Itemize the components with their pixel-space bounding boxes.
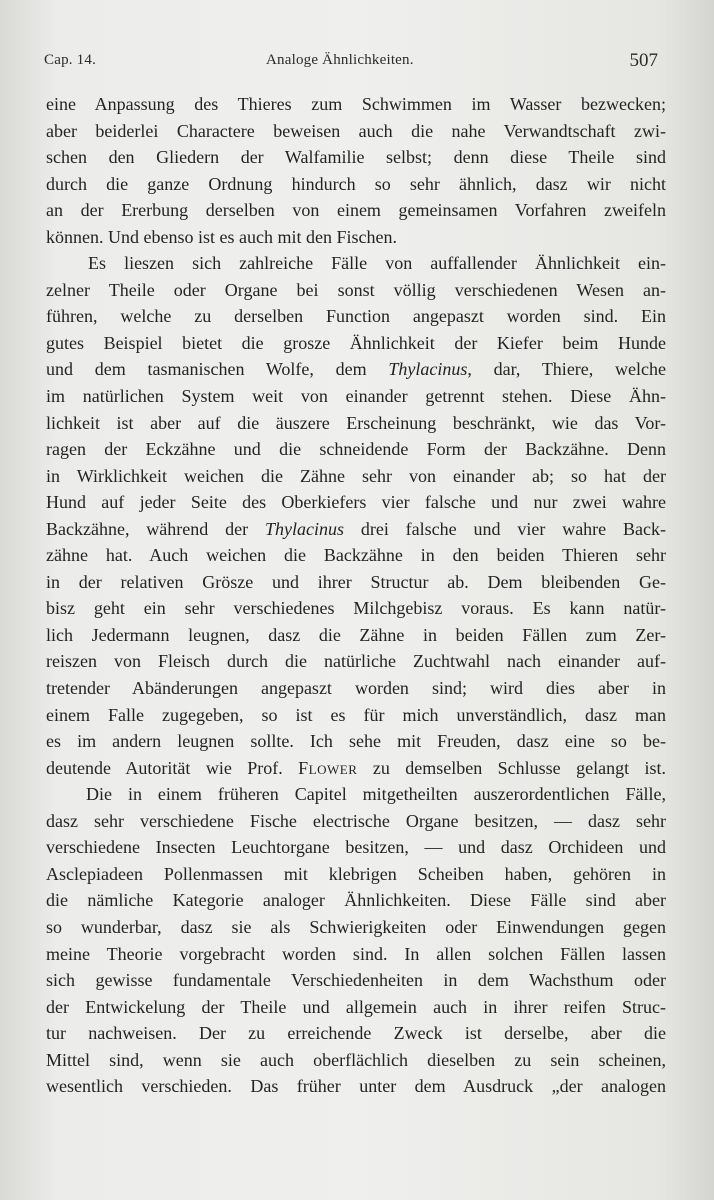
text-line: können. Und ebenso ist es auch mit den Fischen. [46,226,397,247]
text-line: sich gewisse fundamentale Verschiedenheiten in dem Wachsthum oder [46,970,666,991]
line-segment: deutende Autorität wie Prof. [46,757,299,778]
text-line-with-italic [46,516,666,543]
text-line: lich Jedermann leugnen, dasz die Zähne in beiden Fällen zum Zer- [46,624,666,645]
text-line: Mittel sind, wenn sie auch oberflächlich dieselben zu sein scheinen, [46,1049,666,1070]
text-line: führen, welche zu derselben Function angepaszt worden sind. Ein [46,306,666,327]
text-line: verschiedene Insecten Leuchtorgane besitzen, — und dasz Orchideen und [46,837,666,858]
line-segment: Backzähne, während der [46,518,265,539]
text-line: einem Falle zugegeben, so ist es für mich unverständlich, dasz man [46,704,666,725]
text-line-with-name [46,755,666,782]
text-line: so wunderbar, dasz sie als Schwierigkeiten oder Einwendungen gegen [46,916,666,937]
text-line: ragen der Eckzähne und die schneidende Form der Backzähne. Denn [46,439,666,460]
italic-genus: Thylacinus [264,518,344,539]
text-line: gutes Beispiel bietet die grosze Ähnlichkeit der Kiefer beim Hunde [46,332,666,353]
text-line: zelner Theile oder Organe bei sonst völlig verschiedenen Wesen an- [46,279,666,300]
line-segment: zu demselben Schlusse gelangt ist. [357,757,666,778]
text-line: im natürlichen System weit von einander getrennt stehen. Diese Ähn- [46,386,666,407]
text-line: die nämliche Kategorie analoger Ähnlichkeiten. Diese Fälle sind aber [46,890,666,911]
line-segment: , dar, Thiere, welche [467,359,666,380]
text-line: Es lieszen sich zahlreiche Fälle von auffallender Ähnlichkeit ein- [88,253,666,274]
page-number: 507 [629,50,658,71]
text-line: tur nachweisen. Der zu erreichende Zweck ist derselbe, aber die [46,1023,666,1044]
text-line: wesentlich verschieden. Das früher unter dem Ausdruck „der analogen [46,1076,666,1097]
text-line: es im andern leugnen sollte. Ich sehe mit Freuden, dasz eine so be- [46,731,666,752]
text-line: in der relativen Grösze und ihrer Structur ab. Dem bleibenden Ge- [46,571,666,592]
text-line: tretender Abänderungen angepaszt worden sind; wird dies aber in [46,678,666,699]
line-segment: und dem tasmanischen Wolfe, dem [46,359,389,380]
text-line: schen den Gliedern der Walfamilie selbst; denn diese Theile sind [46,147,666,168]
text-line: Asclepiadeen Pollenmassen mit klebrigen Scheiben haben, gehören in [46,863,666,884]
text-line: in Wirklichkeit weichen die Zähne sehr von einander ab; so hat der [46,465,666,486]
running-header [44,52,662,78]
text-line: aber beiderlei Charactere beweisen auch die nahe Verwandtschaft zwi- [46,120,666,141]
running-title: Analoge Ähnlichkeiten. [266,52,414,68]
text-line: durch die ganze Ordnung hindurch so sehr ähnlich, dasz wir nicht [46,173,666,194]
text-line: an der Ererbung derselben von einem gemeinsamen Vorfahren zweifeln [46,200,666,221]
text-line-with-italic [46,356,666,383]
text-line: Die in einem früheren Capitel mitgetheilten auszerordentlichen Fälle, [86,784,666,805]
text-line: dasz sehr verschiedene Fische electrische Organe besitzen, — dasz sehr [46,810,666,831]
text-line: zähne hat. Auch weichen die Backzähne in den beiden Thieren sehr [46,545,666,566]
text-line: meine Theorie vorgebracht worden sind. In allen solchen Fällen lassen [46,943,666,964]
text-line: Hund auf jeder Seite des Oberkiefers vier falsche und nur zwei wahre [46,492,666,513]
italic-genus: Thylacinus [388,359,468,380]
text-line: der Entwickelung der Theile und allgemein auch in ihrer reifen Struc- [46,996,666,1017]
text-line: eine Anpassung des Thieres zum Schwimmen im Wasser bezwecken; [46,94,666,114]
author-name: Flower [298,757,358,778]
line-segment: drei falsche und vier wahre Back- [343,518,666,539]
text-line: bisz geht ein sehr verschiedenes Milchgebisz voraus. Es kann natür- [46,598,666,619]
chapter-label: Cap. 14. [44,52,97,68]
text-line: lichkeit ist aber auf die äuszere Erscheinung beschränkt, wie das Vor- [46,412,666,433]
body-text [46,91,666,1100]
text-line: reiszen von Fleisch durch die natürliche Zuchtwahl nach einander auf- [46,651,666,672]
